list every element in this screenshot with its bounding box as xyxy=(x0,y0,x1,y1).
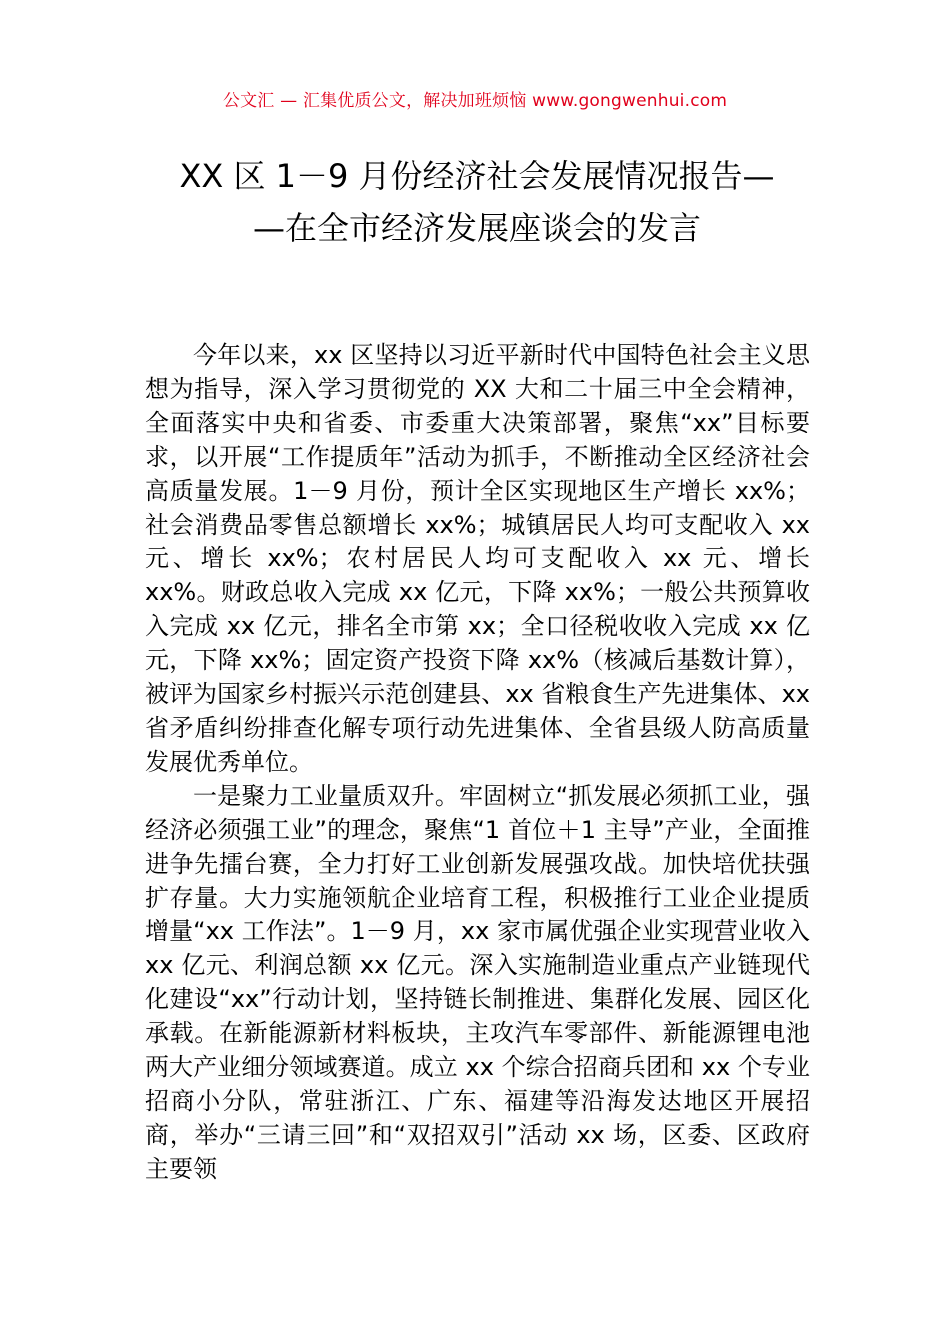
document-title xyxy=(145,150,809,254)
paragraph-intro: 今年以来，xx 区坚持以习近平新时代中国特色社会主义思想为指导，深入学习贯彻党的 XX 大和二十届三中全会精神，全面落实中央和省委、市委重大决策部署，聚焦“xx”目标要求，以开展“工作提质年”活动为抓手，不断推动全区经济社会高质量发展。1－9 月份，预计全区实现地区生产增长 xx%；社会消费品零售总额增长 xx%；城镇居民人均可支配收入 xx 元、增长 xx%；农村居民人均可支配收入 xx 元、增长 xx%。财政总收入完成 xx 亿元，下降 xx%；一般公共预算收入完成 xx 亿元，排名全市第 xx；全口径税收收入完成 xx 亿元，下降 xx%；固定资产投资下降 xx%（核减后基数计算），被评为国家乡村振兴示范创建县、xx 省粮食生产先进集体、xx 省矛盾纠纷排查化解专项行动先进集体、全省县级人防高质量发展优秀单位。 xyxy=(145,341,810,776)
title-line-2: —在全市经济发展座谈会的发言 xyxy=(252,209,701,247)
site-header-banner: 公文汇 — 汇集优质公文，解决加班烦恼 www.gongwenhui.com xyxy=(222,91,728,111)
paragraph-industry: 一是聚力工业量质双升。牢固树立“抓发展必须抓工业，强经济必须强工业”的理念，聚焦“1 首位＋1 主导”产业，全面推进争先擂台赛，全力打好工业创新发展强攻战。加快培优扶强扩存量。大力实施领航企业培育工程，积极推行工业企业提质增量“xx 工作法”。1－9 月，xx 家市属优强企业实现营业收入 xx 亿元、利润总额 xx 亿元。深入实施制造业重点产业链现代化建设“xx”行动计划，坚持链长制推进、集群化发展、园区化承载。在新能源新材料板块，主攻汽车零部件、新能源锂电池两大产业细分领域赛道。成立 xx 个综合招商兵团和 xx 个专业招商小分队，常驻浙江、广东、福建等沿海发达地区开展招商，举办“三请三回”和“双招双引”活动 xx 场，区委、区政府主要领 xyxy=(145,781,810,1183)
document-body xyxy=(145,339,810,1187)
title-line-1: XX 区 1－9 月份经济社会发展情况报告— xyxy=(179,157,775,195)
